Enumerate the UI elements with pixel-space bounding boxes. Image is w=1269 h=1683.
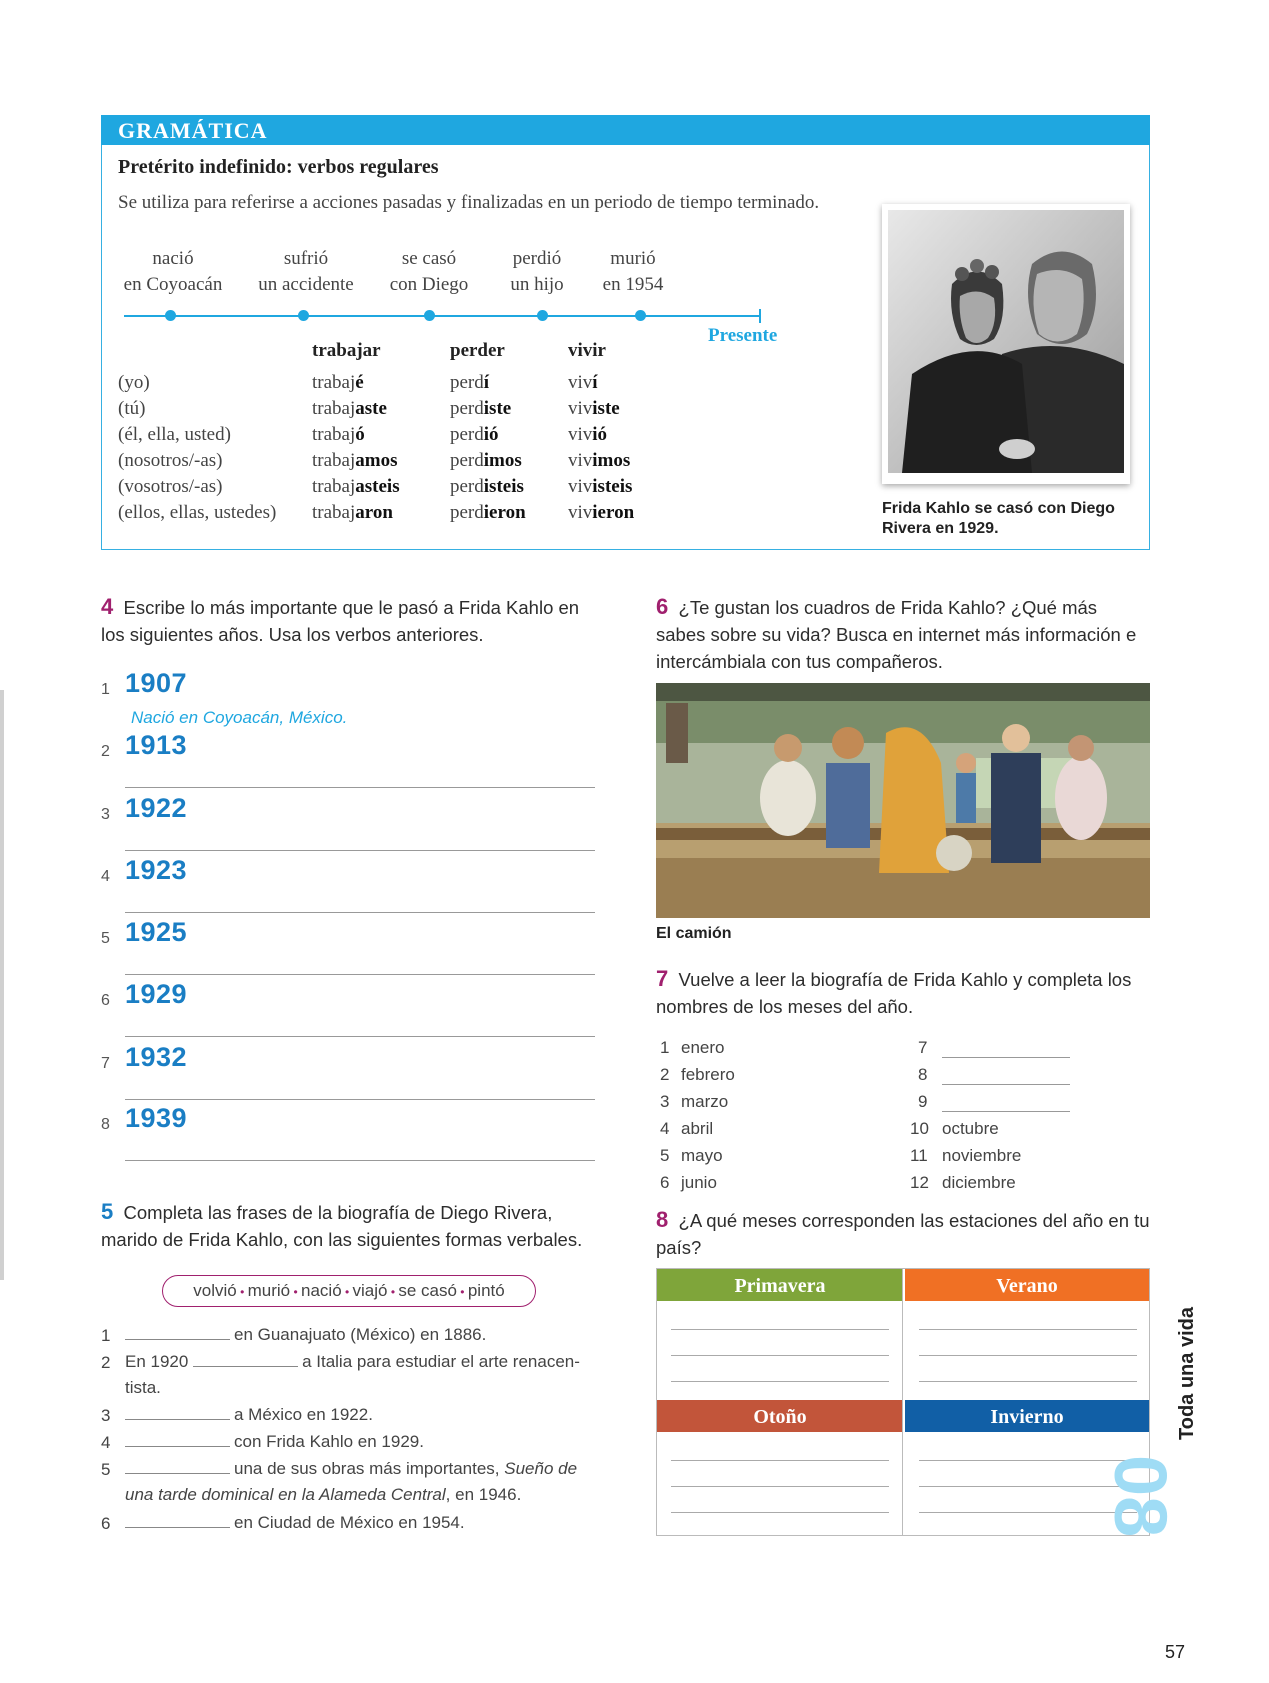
- conjugation-form: perdió: [450, 424, 499, 445]
- conjugation-form: perdiste: [450, 398, 512, 419]
- month-number: 8: [918, 1065, 928, 1084]
- frida-diego-photo: [882, 204, 1130, 479]
- conjugation-form: vivimos: [568, 450, 631, 471]
- year-item-number: 2: [101, 743, 110, 760]
- year-label: 1939: [125, 1103, 188, 1133]
- season-answer-line[interactable]: [671, 1512, 889, 1513]
- month-name: febrero: [681, 1065, 735, 1084]
- sentence-number: 3: [101, 1406, 111, 1425]
- conjugation-form: perdisteis: [450, 476, 524, 497]
- verb-header: perder: [450, 340, 505, 361]
- example-answer: Nació en Coyoacán, México.: [131, 708, 348, 727]
- season-header: Otoño: [657, 1400, 903, 1432]
- sentence: En 1920 a Italia para estudiar el arte renacen- tista.: [125, 1352, 580, 1397]
- month-name: abril: [681, 1119, 714, 1138]
- fill-blank[interactable]: [125, 1459, 230, 1474]
- conjugation-form: trabajaste: [312, 398, 387, 419]
- timeline-dot: [635, 310, 646, 321]
- sentence: una de sus obras más importantes, Sueño de una tarde dominical en la Alameda Central, en 1946.: [125, 1459, 578, 1504]
- month-blank-line[interactable]: [942, 1084, 1070, 1085]
- month-name: diciembre: [942, 1173, 1016, 1192]
- season-header: Invierno: [905, 1400, 1149, 1432]
- conjugation-form: vivió: [568, 424, 608, 445]
- year-label: 1923: [125, 855, 188, 885]
- sentence-number: 2: [101, 1353, 111, 1372]
- separator-dot: •: [236, 1285, 248, 1299]
- verb-option: viajó: [352, 1281, 388, 1300]
- unit-number: 08: [1099, 1455, 1182, 1538]
- year-item-number: 3: [101, 806, 110, 823]
- answer-line[interactable]: [125, 1160, 595, 1161]
- season-answer-line[interactable]: [919, 1329, 1137, 1330]
- fill-blank[interactable]: [193, 1352, 298, 1367]
- timeline-label: perdió un hijo: [510, 248, 564, 295]
- month-name: octubre: [942, 1119, 999, 1138]
- conjugation-form: viví: [568, 372, 598, 393]
- conjugation-form: trabajé: [312, 372, 364, 393]
- timeline-dot: [537, 310, 548, 321]
- year-label: 1907: [125, 668, 188, 698]
- answer-line[interactable]: [125, 1036, 595, 1037]
- sentence-number: 6: [101, 1514, 111, 1533]
- month-name: junio: [681, 1173, 717, 1192]
- season-answer-line[interactable]: [671, 1329, 889, 1330]
- month-number: 3: [660, 1092, 670, 1111]
- exercise-4-instructions: 4 Escribe lo más importante que le pasó a Frida Kahlo en los siguientes años. Usa los verbos anteriores.: [101, 594, 580, 645]
- conjugation-form: trabajó: [312, 424, 365, 445]
- timeline-dot: [424, 310, 435, 321]
- timeline-present-label: Presente: [708, 325, 778, 346]
- pronoun: (nosotros/-as): [118, 450, 223, 471]
- month-number: 4: [660, 1119, 670, 1138]
- conjugation-form: perdieron: [450, 502, 526, 523]
- pronoun: (tú): [118, 398, 146, 419]
- year-label: 1922: [125, 793, 188, 823]
- year-item-number: 5: [101, 930, 110, 947]
- conjugation-form: trabajaron: [312, 502, 393, 523]
- month-number: 10: [910, 1119, 929, 1138]
- grammar-subtitle: Pretérito indefinido: verbos regulares: [118, 156, 439, 178]
- verb-option: volvió: [193, 1281, 237, 1300]
- timeline-label: sufrió un accidente: [258, 248, 354, 295]
- verb-option: pintó: [467, 1281, 505, 1300]
- exercise-number: 8: [656, 1207, 669, 1232]
- season-answer-line[interactable]: [671, 1355, 889, 1356]
- month-number: 7: [918, 1038, 928, 1057]
- season-answer-line[interactable]: [671, 1381, 889, 1382]
- sentence-number: 1: [101, 1326, 111, 1345]
- exercise-number: 5: [101, 1199, 114, 1224]
- verb-option: murió: [247, 1281, 291, 1300]
- pronoun: (vosotros/-as): [118, 476, 223, 497]
- season-divider: [902, 1269, 903, 1535]
- exercise-7-instructions: 7 Vuelve a leer la biografía de Frida Kahlo y completa los nombres de los meses del año.: [656, 966, 1132, 1017]
- sentence: en Ciudad de México en 1954.: [125, 1510, 605, 1536]
- separator-dot: •: [456, 1285, 468, 1299]
- painting-caption: El camión: [656, 925, 732, 942]
- month-name: enero: [681, 1038, 725, 1057]
- page-edge-shadow: [0, 690, 4, 1280]
- grammar-title: GRAMÁTICA: [118, 118, 268, 143]
- month-number: 1: [660, 1038, 670, 1057]
- grammar-description: Se utiliza para referirse a acciones pasadas y finalizadas en un periodo de tiempo terminado.: [118, 192, 820, 213]
- sentence: con Frida Kahlo en 1929.: [125, 1429, 605, 1455]
- timeline-line: [124, 315, 760, 317]
- season-answer-line[interactable]: [671, 1486, 889, 1487]
- conjugation-form: viviste: [568, 398, 620, 419]
- conjugation-form: vivieron: [568, 502, 635, 523]
- month-number: 11: [910, 1146, 928, 1165]
- exercise-number: 6: [656, 594, 669, 619]
- conjugation-form: perdí: [450, 372, 490, 393]
- timeline-dot: [165, 310, 176, 321]
- sentence-number: 4: [101, 1433, 111, 1452]
- month-name: marzo: [681, 1092, 729, 1111]
- timeline-label: nació en Coyoacán: [123, 248, 223, 295]
- separator-dot: •: [341, 1285, 353, 1299]
- el-camion-painting: [656, 683, 1150, 918]
- year-label: 1913: [125, 730, 188, 760]
- answer-line[interactable]: [125, 1099, 595, 1100]
- month-name: noviembre: [942, 1146, 1022, 1165]
- answer-line[interactable]: [125, 912, 595, 913]
- verb-options-box: [162, 1275, 536, 1307]
- timeline-label: murió en 1954: [602, 248, 664, 295]
- separator-dot: •: [387, 1285, 399, 1299]
- season-answer-line[interactable]: [671, 1460, 889, 1461]
- exercise-number: 7: [656, 966, 669, 991]
- conjugation-form: trabajasteis: [312, 476, 400, 497]
- verb-header: vivir: [568, 340, 606, 361]
- year-item-number: 4: [101, 868, 110, 885]
- page-number: 57: [1165, 1642, 1186, 1662]
- fill-blank[interactable]: [125, 1513, 230, 1528]
- exercise-6-instructions: 6 ¿Te gustan los cuadros de Frida Kahlo? ¿Qué más sabes sobre su vida? Busca en internet más información e intercámbiala con tus compañeros.: [656, 594, 1137, 672]
- conjugation-form: trabajamos: [312, 450, 398, 471]
- photo-caption: Frida Kahlo se casó con Diego Rivera en 1929.: [882, 500, 1115, 537]
- pronoun: (yo): [118, 372, 150, 393]
- fill-blank[interactable]: [125, 1325, 230, 1340]
- timeline-end-tick: [759, 309, 761, 323]
- month-blank-line[interactable]: [942, 1111, 1070, 1112]
- fill-blank[interactable]: [125, 1405, 230, 1420]
- verb-option: nació: [301, 1281, 342, 1300]
- verb-header: trabajar: [312, 340, 381, 361]
- month-number: 12: [910, 1173, 929, 1192]
- timeline-label: se casó con Diego: [389, 248, 469, 295]
- answer-line[interactable]: [125, 787, 595, 788]
- conjugation-form: perdimos: [450, 450, 522, 471]
- year-item-number: 1: [101, 681, 110, 698]
- month-name: mayo: [681, 1146, 723, 1165]
- exercise-5-instructions: 5 Completa las frases de la biografía de Diego Rivera, marido de Frida Kahlo, con las siguientes formas verbales.: [101, 1199, 583, 1250]
- month-number: 6: [660, 1173, 670, 1192]
- pronoun: (ellos, ellas, ustedes): [118, 502, 277, 523]
- conjugation-form: vivisteis: [568, 476, 633, 497]
- year-label: 1929: [125, 979, 188, 1009]
- month-number: 2: [660, 1065, 670, 1084]
- season-answer-line[interactable]: [919, 1381, 1137, 1382]
- month-blank-line[interactable]: [942, 1057, 1070, 1058]
- season-answer-line[interactable]: [919, 1355, 1137, 1356]
- month-number: 5: [660, 1146, 670, 1165]
- sentence: en Guanajuato (México) en 1886.: [125, 1322, 605, 1348]
- year-item-number: 6: [101, 992, 110, 1009]
- month-number: 9: [918, 1092, 928, 1111]
- year-label: 1925: [125, 917, 188, 947]
- season-header: Primavera: [657, 1269, 903, 1301]
- year-label: 1932: [125, 1042, 188, 1072]
- separator-dot: •: [290, 1285, 302, 1299]
- sentence: a México en 1922.: [125, 1402, 605, 1428]
- verb-option: se casó: [398, 1281, 457, 1300]
- year-item-number: 8: [101, 1116, 110, 1133]
- exercise-8-instructions: 8 ¿A qué meses corresponden las estaciones del año en tu país?: [656, 1207, 1150, 1258]
- answer-line[interactable]: [125, 974, 595, 975]
- answer-line[interactable]: [125, 850, 595, 851]
- unit-title: Toda una vida: [1176, 1307, 1198, 1440]
- timeline-dot: [298, 310, 309, 321]
- fill-blank[interactable]: [125, 1432, 230, 1447]
- exercise-number: 4: [101, 594, 114, 619]
- year-item-number: 7: [101, 1055, 110, 1072]
- sentence-number: 5: [101, 1460, 111, 1479]
- pronoun: (él, ella, usted): [118, 424, 231, 445]
- season-header: Verano: [905, 1269, 1149, 1301]
